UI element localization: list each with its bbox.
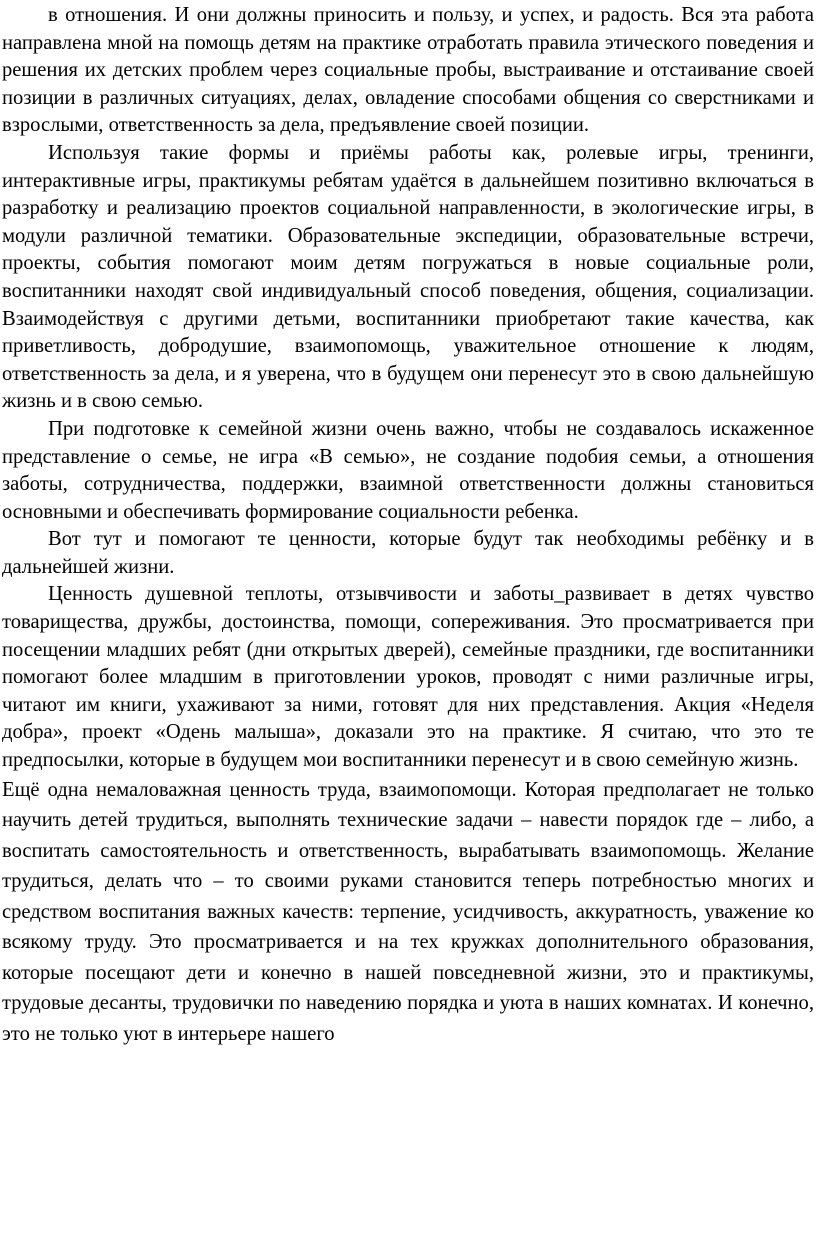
paragraph-values: Вот тут и помогают те ценности, которые будут так необходимы ребёнку и в дальнейшей жизни.	[2, 528, 814, 578]
paragraph-warmth: Ценность душевной теплоты, отзывчивости и заботы_развивает в детях чувство товарищества, дружбы, достоинства, помощи, сопереживания. Это просматривается при посещении младших ребят (дни открытых дверей), семейные праздники, где воспитанники помогают более младшим в приготовлении уроков, проводят с ними различные игры, читают им книги, ухаживают за ними, готовят для них представления. Акция «Неделя добра», проект «Одень малыша», доказали это на практике. Я считаю, что это те предпосылки, которые в будущем мои воспитанники перенесут и в свою семейную жизнь.	[2, 583, 814, 772]
paragraph-family-life: При подготовке к семейной жизни очень важно, чтобы не создавалось искаженное представление о семье, не игра «В семью», не создание подобия семьи, а отношения заботы, сотрудничества, поддержки, взаимной ответственности должны становиться основными и обеспечивать формирование социальности ребенка.	[2, 417, 814, 523]
paragraph-forms-of-work: Используя такие формы и приёмы работы как, ролевые игры, тренинги, интерактивные игры, практикумы ребятам удаётся в дальнейшем позитивно включаться в разработку и реализацию проектов социальной направленности, в экологические игры, в модули различной тематики. Образовательные экспедиции, образовательные встречи, проекты, события помогают моим детям погружаться в новые социальные роли, воспитанники находят свой индивидуальный способ поведения, общения, социализации. Взаимодействуя с другими детьми, воспитанники приобретают такие качества, как приветливость, добродушие, взаимопомощь, уважительное отношение к людям, ответственность за дела, и я уверена, что в будущем они перенесут это в свою дальнейшую жизнь и в свою семью.	[2, 141, 814, 413]
paragraph-continuation: в отношения. И они должны приносить и пользу, и успех, и радость. Вся эта работа направлена мной на помощь детям на практике отработать правила этического поведения и решения их детских проблем через социальные пробы, выстраивание и отстаивание своей позиции в различных ситуациях, делах, овладение способами общения со сверстниками и взрослыми, ответственность за дела, предъявление своей позиции.	[2, 4, 814, 137]
paragraph-labor: Ещё одна немаловажная ценность труда, взаимопомощи. Которая предполагает не только научить детей трудиться, выполнять технические задачи – навести порядок где – либо, а воспитать самостоятельность и ответственность, вырабатывать взаимопомощь. Желание трудиться, делать что – то своими руками становится теперь потребностью многих и средством воспитания важных качеств: терпение, усидчивость, аккуратность, уважение ко всякому труду. Это просматривается и на тех кружках дополнительного образования, которые посещают дети и конечно в нашей повседневной жизни, это и практикумы, трудовые десанты, трудовички по наведению порядка и уюта в наших комнатах. И конечно, это не только уют в интерьере нашего	[2, 778, 814, 1045]
